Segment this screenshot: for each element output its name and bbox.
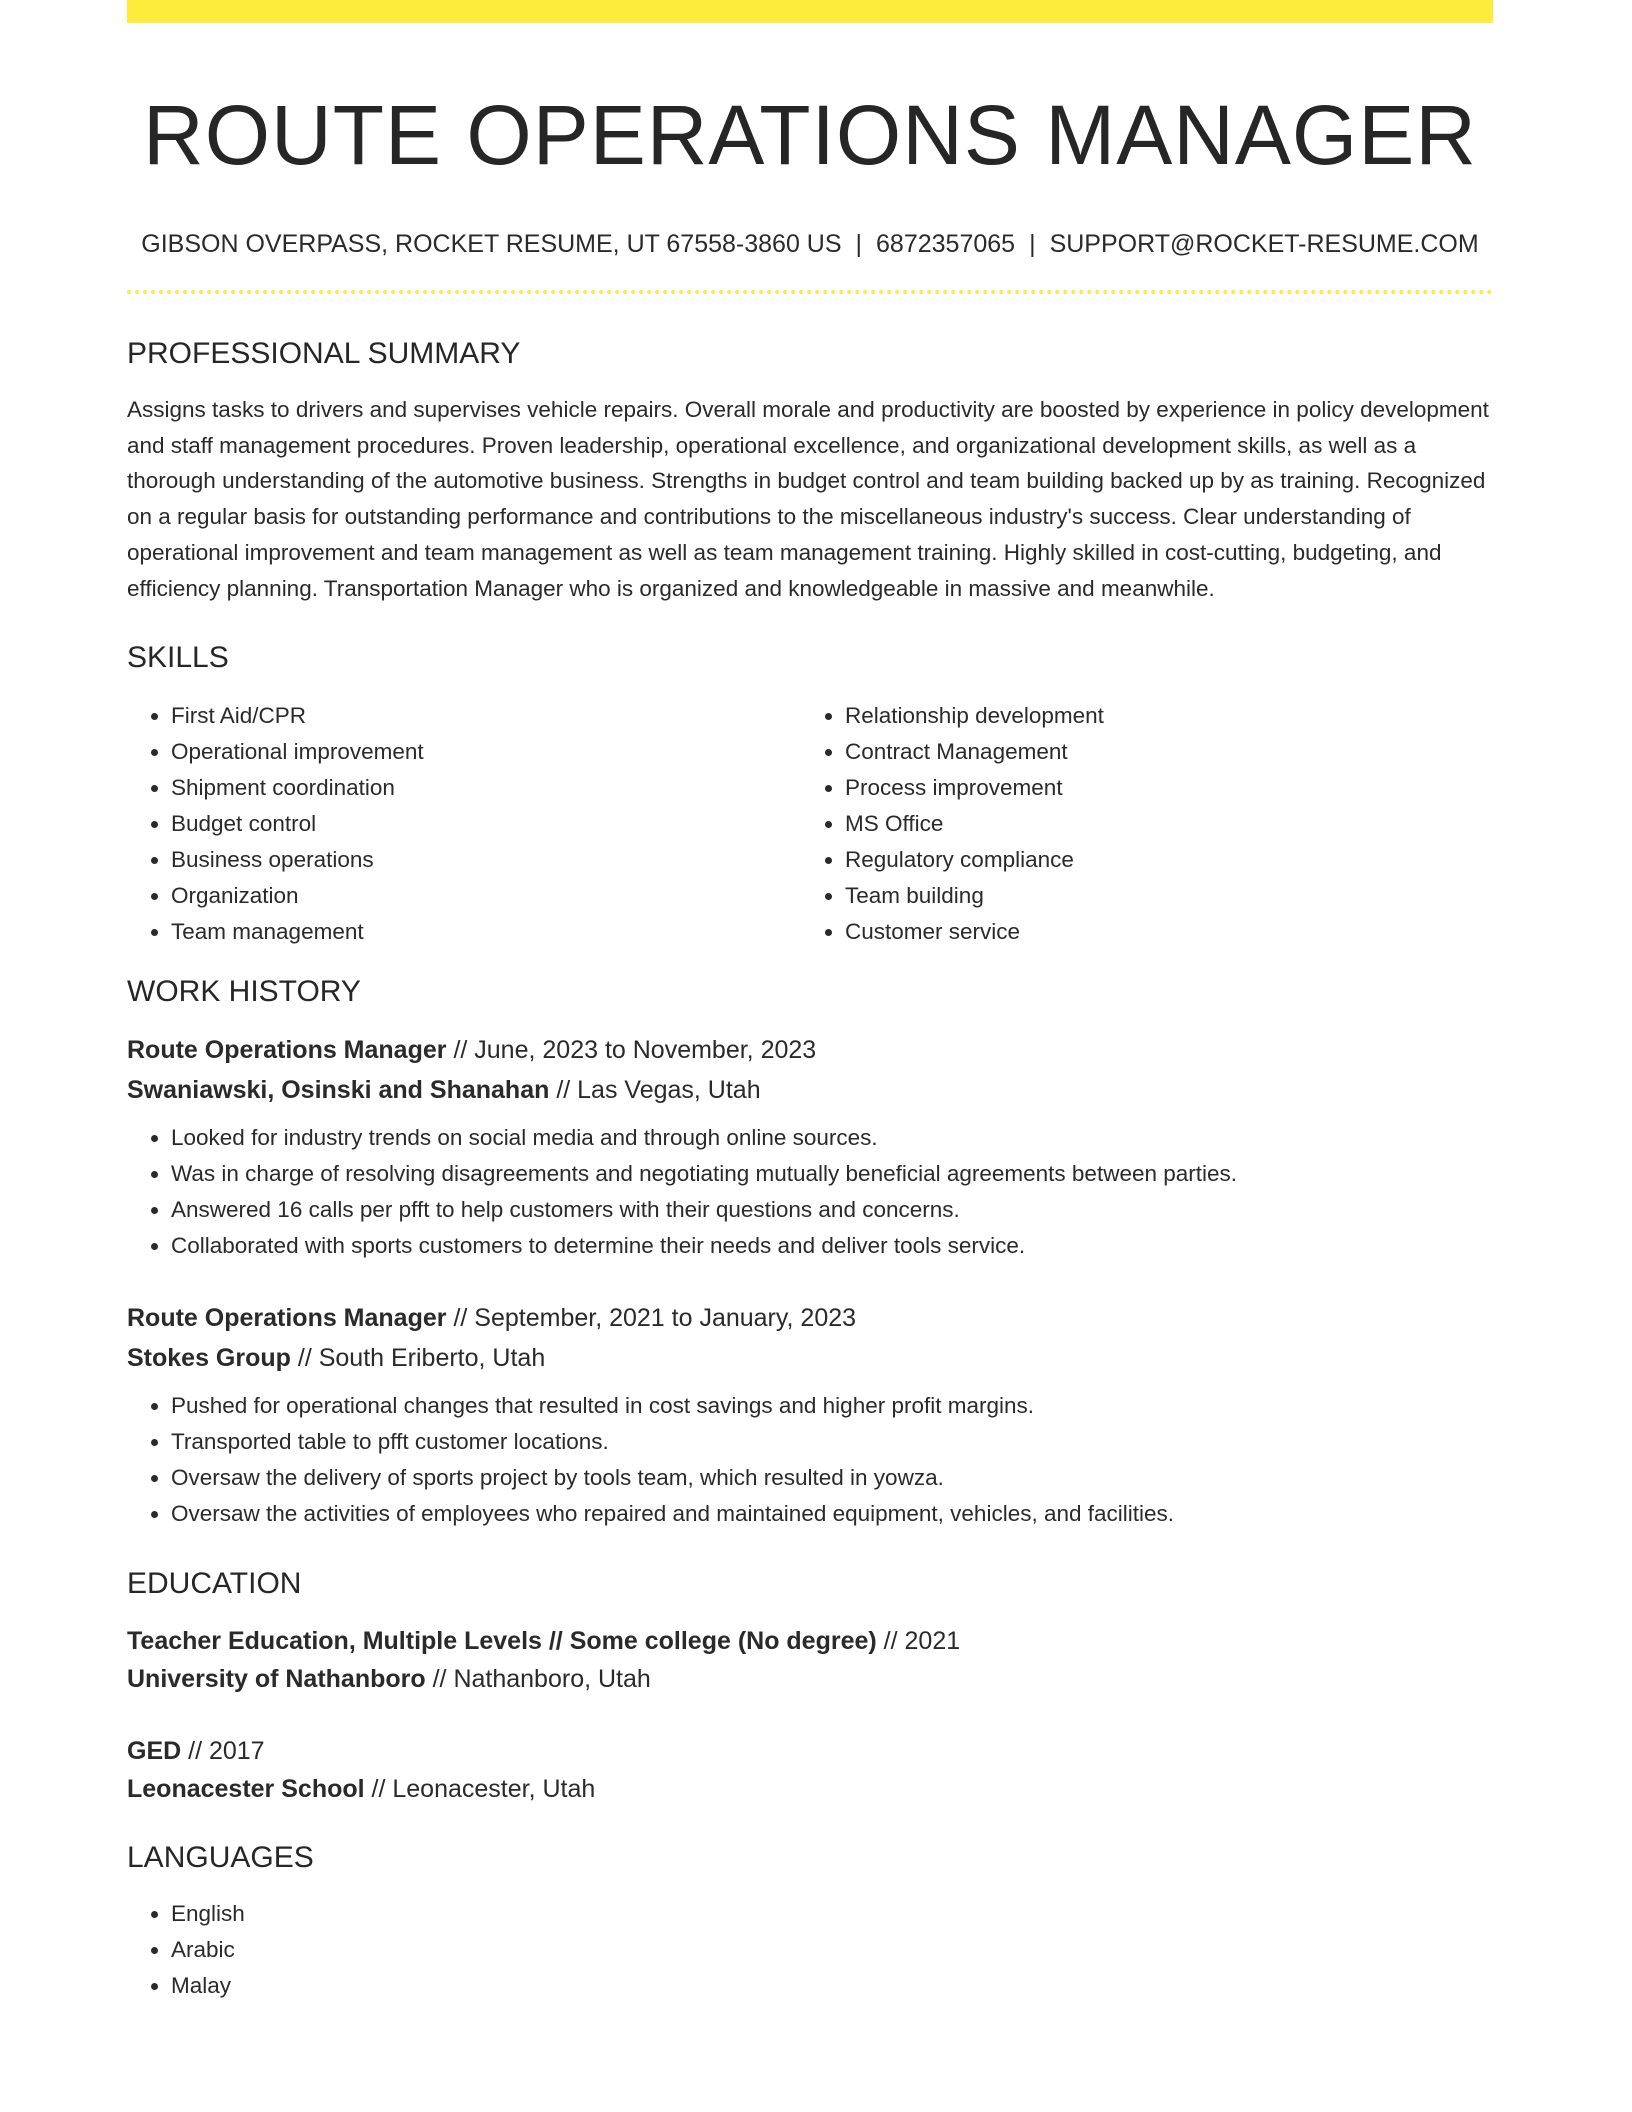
language-item: • Malay <box>171 1968 1493 2004</box>
skill-item: • Team building <box>845 878 1445 914</box>
job-bullet: • Collaborated with sports customers to determine their needs and deliver tools service. <box>171 1228 1493 1264</box>
job-role: Route Operations Manager <box>127 1304 447 1333</box>
skill-item: • Organization <box>171 878 801 914</box>
education-school-line <box>127 1660 1493 1698</box>
education-school: Leonacester School <box>127 1775 365 1804</box>
contact-line <box>127 227 1493 261</box>
skill-item: • Contract Management <box>845 734 1445 770</box>
job-title-line <box>127 1298 1493 1338</box>
skill-item: • Operational improvement <box>171 734 801 770</box>
contact-address: GIBSON OVERPASS, ROCKET RESUME, UT 67558-3860 US <box>141 230 842 258</box>
job-company: Swaniawski, Osinski and Shanahan <box>127 1076 550 1105</box>
job-title-line <box>127 1030 1493 1070</box>
education-degree-line <box>127 1622 1493 1660</box>
education-entry <box>127 1732 1493 1808</box>
education-heading: EDUCATION <box>127 1567 302 1601</box>
job-role: Route Operations Manager <box>127 1036 447 1065</box>
contact-email[interactable]: SUPPORT@ROCKET-RESUME.COM <box>1049 230 1479 258</box>
skill-item: • Customer service <box>845 914 1445 950</box>
languages-heading: LANGUAGES <box>127 1841 314 1875</box>
job-dates: // June, 2023 to November, 2023 <box>446 1036 817 1065</box>
education-degree: Teacher Education, Multiple Levels // Some college (No degree) <box>127 1627 877 1656</box>
skill-item: • Shipment coordination <box>171 770 801 806</box>
job-company: Stokes Group <box>127 1344 291 1373</box>
education-entry <box>127 1622 1493 1698</box>
skills-column-left <box>127 698 801 950</box>
skill-item: • Team management <box>171 914 801 950</box>
education-location: // Leonacester, Utah <box>364 1775 596 1804</box>
job-dates: // September, 2021 to January, 2023 <box>446 1304 857 1333</box>
summary-heading: PROFESSIONAL SUMMARY <box>127 337 521 370</box>
job-bullet: • Pushed for operational changes that resulted in cost savings and higher profit margins. <box>171 1388 1493 1424</box>
job-entry <box>127 1298 1493 1532</box>
skills-heading: SKILLS <box>127 641 229 675</box>
job-company-line <box>127 1070 1493 1110</box>
job-location: // South Eriberto, Utah <box>290 1344 546 1373</box>
education-school: University of Nathanboro <box>127 1665 426 1694</box>
resume-page <box>127 0 1493 2004</box>
skill-item: • Regulatory compliance <box>845 842 1445 878</box>
skill-item: • First Aid/CPR <box>171 698 801 734</box>
skill-item: • Relationship development <box>845 698 1445 734</box>
education-degree: GED <box>127 1737 182 1766</box>
skill-item: • MS Office <box>845 806 1445 842</box>
job-location: // Las Vegas, Utah <box>549 1076 761 1105</box>
contact-phone: 6872357065 <box>876 230 1016 258</box>
skill-item: • Business operations <box>171 842 801 878</box>
education-school-line <box>127 1770 1493 1808</box>
education-location: // Nathanboro, Utah <box>425 1665 651 1694</box>
education-degree-line <box>127 1732 1493 1770</box>
job-bullet: • Looked for industry trends on social media and through online sources. <box>171 1120 1493 1156</box>
contact-separator: | <box>1029 230 1036 258</box>
summary-text: Assigns tasks to drivers and supervises vehicle repairs. Overall morale and productivity are boosted by experience in policy development and staff management procedures. Proven leadership, operational excellence, and organizational development skills, as well as a thorough understanding of the automotive business. Strengths in budget control and team building backed up by as training. Recognized on a regular basis for outstanding performance and contributions to the miscellaneous industry's success. Clear understanding of operational improvement and team management as well as team management training. Highly skilled in cost-cutting, budgeting, and efficiency planning. Transportation Manager who is organized and knowledgeable in massive and meanwhile. <box>127 397 1489 601</box>
resume-title: ROUTE OPERATIONS MANAGER <box>143 88 1477 182</box>
skill-item: • Budget control <box>171 806 801 842</box>
languages-list <box>127 1896 1493 2004</box>
education-year: // 2021 <box>876 1627 961 1656</box>
job-bullet: • Transported table to pfft customer locations. <box>171 1424 1493 1460</box>
job-bullet: • Answered 16 calls per pfft to help customers with their questions and concerns. <box>171 1192 1493 1228</box>
job-bullet: • Oversaw the delivery of sports project by tools team, which resulted in yowza. <box>171 1460 1493 1496</box>
contact-separator: | <box>855 230 863 258</box>
language-item: • Arabic <box>171 1932 1493 1968</box>
skills-list <box>127 698 1493 950</box>
job-bullets <box>127 1388 1493 1532</box>
job-bullet: • Was in charge of resolving disagreements and negotiating mutually beneficial agreements between parties. <box>171 1156 1493 1192</box>
job-entry <box>127 1030 1493 1264</box>
skill-item: • Process improvement <box>845 770 1445 806</box>
job-bullet: • Oversaw the activities of employees who repaired and maintained equipment, vehicles, and facilities. <box>171 1496 1493 1532</box>
job-bullets <box>127 1120 1493 1264</box>
language-item: • English <box>171 1896 1493 1932</box>
skills-column-right <box>801 698 1445 950</box>
dotted-divider <box>127 290 1493 294</box>
accent-bar <box>127 0 1493 23</box>
education-year: // 2017 <box>181 1737 265 1766</box>
job-company-line <box>127 1338 1493 1378</box>
work-history-heading: WORK HISTORY <box>127 975 361 1009</box>
